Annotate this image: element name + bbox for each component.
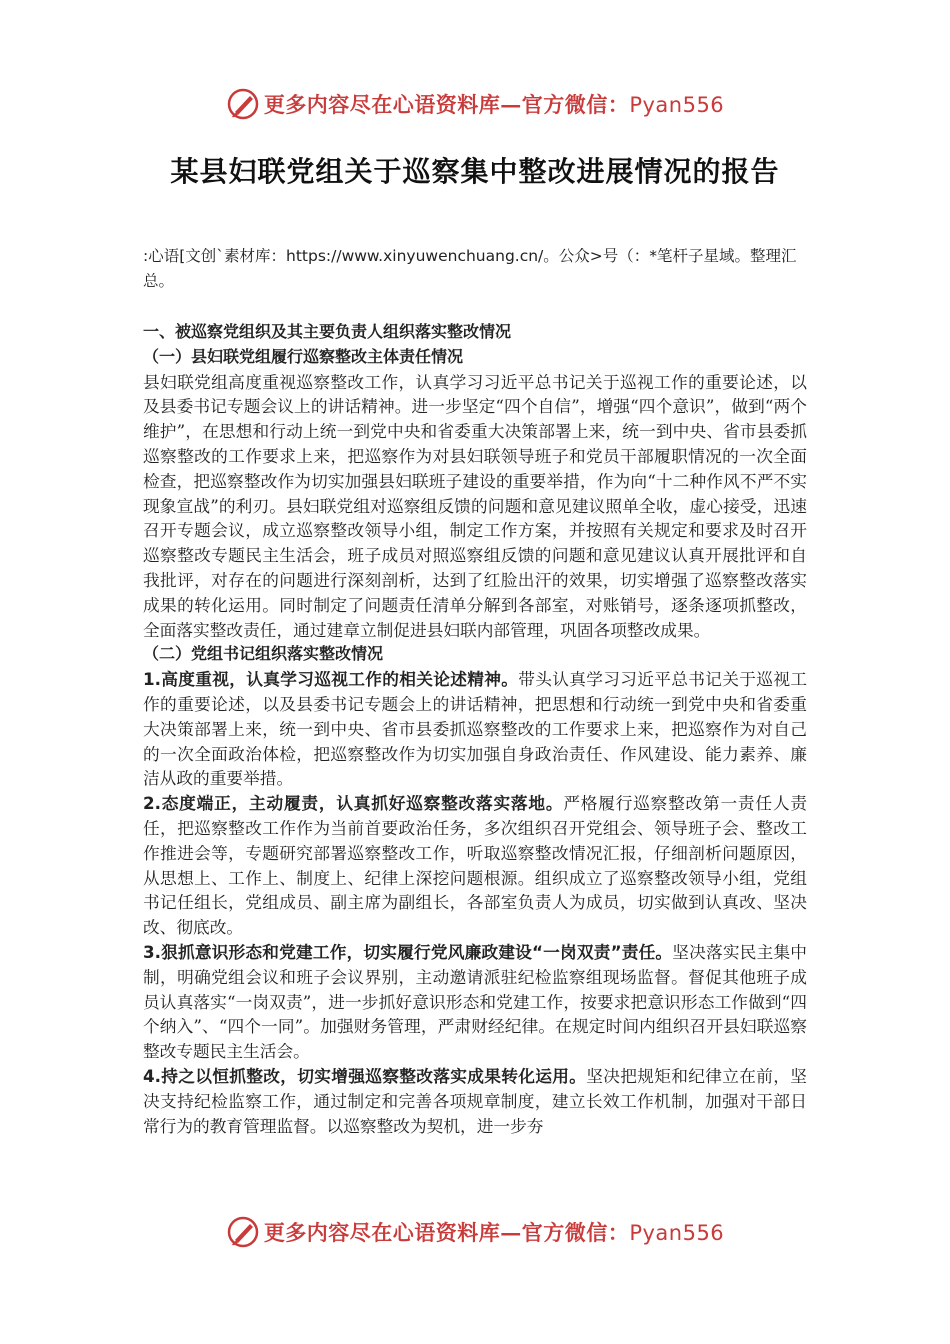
source-note: :心语[文创`素材库：https://www.xinyuwenchuang.cn/。公众>号（：*笔杆子星域。整理汇总。 [143, 247, 797, 290]
list-item [143, 667, 807, 791]
list-item [143, 940, 807, 1064]
list-item [143, 1064, 807, 1138]
subsection-heading-1: （一）县妇联党组履行巡察整改主体责任情况 [143, 346, 464, 366]
subsection-heading-2: （二）党组书记组织落实整改情况 [143, 644, 384, 664]
list-item [143, 791, 807, 940]
watermark-text: 更多内容尽在心语资料库—官方微信： [263, 92, 630, 117]
item-text: 坚决落实民主集中制，明确党组会议和班子会议界别，主动邀请派驻纪检监察组现场监督。督促其他班子成员认真落实“一岗双责”，进一步抓好意识形态和党建工作，按要求把意识形态工作做到“四个纳入”、“四个一同”。加强财务管理，严肃财经纪律。在规定时间内组织召开县妇联巡察整改专题民主生活会。 [143, 941, 807, 1062]
document-body [143, 320, 807, 1138]
brush-logo-icon [226, 87, 260, 121]
watermark-banner-bottom [0, 1212, 950, 1252]
item-text: 带头认真学习习近平总书记关于巡视工作的重要论述，以及县委书记专题会上的讲话精神，把思想和行动统一到党中央和省委重大决策部署上来，统一到中央、省市县委抓巡察整改的工作要求上来，把巡察作为对自己的一次全面政治体检，把巡察整改作为切实加强自身政治责任、作风建设、能力素养、廉洁从政的重要举措。 [143, 669, 808, 789]
watermark-wechat-id: Pyan556 [629, 93, 725, 117]
watermark-text: 更多内容尽在心语资料库—官方微信： [263, 1220, 630, 1245]
watermark-banner-top [0, 84, 950, 124]
section-heading: 一、被巡察党组织及其主要负责人组织落实整改情况 [143, 322, 512, 341]
paragraph-1: 县妇联党组高度重视巡察整改工作，认真学习习近平总书记关于巡视工作的重要论述，以及县委书记专题会议上的讲话精神。进一步坚定“四个自信”，增强“四个意识”，做到“两个维护”，在思想和行动上统一到党中央和省委重大决策部署上来，统一到中央、省市县委抓巡察整改的工作要求上来，把巡察作为对县妇联领导班子和党员干部履职情况的一次全面检查，把巡察整改作为切实加强县妇联班子建设的重要举措，作为向“十二种作风不严不实现象宣战”的利刃。县妇联党组对巡察组反馈的问题和意见建议照单全收，虚心接受，迅速召开专题会议，成立巡察整改领导小组，制定工作方案，并按照有关规定和要求及时召开巡察整改专题民主生活会，班子成员对照巡察组反馈的问题和意见建议认真开展批评和自我批评，对存在的问题进行深刻剖析，达到了红脸出汗的效果，切实增强了巡察整改落实成果的转化运用。同时制定了问题责任清单分解到各部室，对账销号，逐条逐项抓整改，全面落实整改责任，通过建章立制促进县妇联内部管理，巩固各项整改成果。 [143, 371, 807, 640]
item-lead: 3.狠抓意识形态和党建工作，切实履行党风廉政建设“一岗双责”责任。 [143, 941, 673, 962]
watermark-wechat-id: Pyan556 [629, 1221, 725, 1245]
brush-logo-icon [226, 1215, 260, 1249]
item-lead: 1.高度重视，认真学习巡视工作的相关论述精神。 [143, 669, 519, 690]
item-lead: 4.持之以恒抓整改，切实增强巡察整改落实成果转化运用。 [143, 1065, 587, 1086]
item-text: 坚决把规矩和纪律立在前，坚决支持纪检监察工作，通过制定和完善各项规章制度，建立长效工作机制，加强对干部日常行为的教育管理监督。以巡察整改为契机，进一步夯 [143, 1065, 807, 1136]
item-text: 严格履行巡察整改第一责任人责任，把巡察整改工作作为当前首要政治任务，多次组织召开党组会、领导班子会、整改工作推进会等，专题研究部署巡察整改工作，听取巡察整改情况汇报，仔细剖析问题原因，从思想上、工作上、制度上、纪律上深挖问题根源。组织成立了巡察整改领导小组，党组书记任组长，党组成员、副主席为副组长，各部室负责人为成员，切实做到认真改、坚决改、彻底改。 [143, 793, 808, 938]
item-lead: 2.态度端正，主动履责，认真抓好巡察整改落实落地。 [143, 793, 564, 814]
document-title: 某县妇联党组关于巡察集中整改进展情况的报告 [170, 155, 780, 188]
